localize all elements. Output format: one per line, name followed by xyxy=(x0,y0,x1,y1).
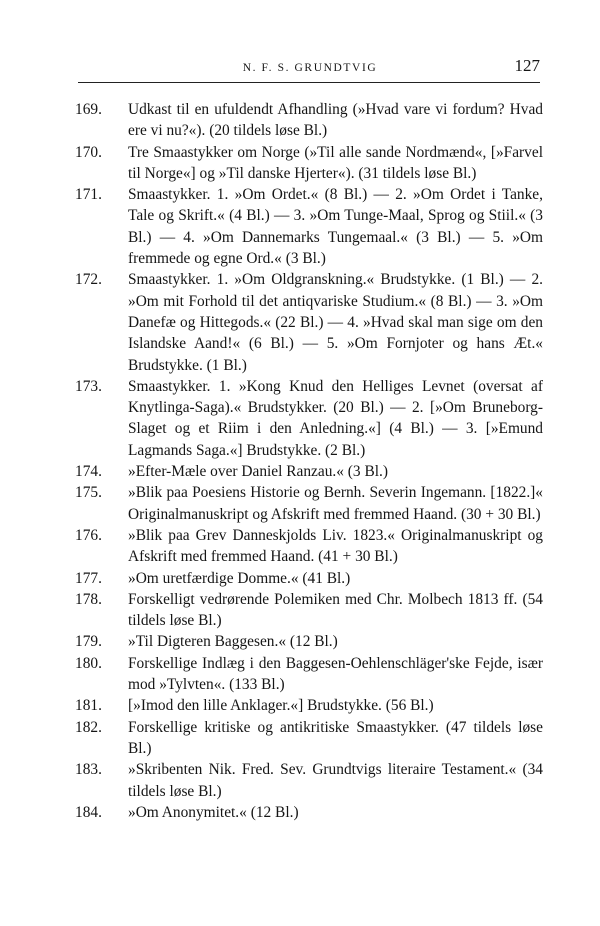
entry-number: 175. xyxy=(75,484,102,502)
catalog-entry xyxy=(75,802,543,823)
running-title: N. F. S. GRUNDTVIG xyxy=(242,62,378,74)
entry-number: 170. xyxy=(75,143,102,161)
entry-number: 172. xyxy=(75,271,102,289)
catalog-entry xyxy=(75,461,543,482)
catalog-entry xyxy=(75,589,543,632)
entry-text: Udkast til en ufuldendt Afhandling (»Hvad vare vi fordum? Hvad ere vi nu?«). (20 tildels løse Bl.) xyxy=(128,101,543,140)
catalog-entry xyxy=(75,759,543,802)
entry-number: 169. xyxy=(75,101,102,118)
entry-text: Forskellige Indlæg i den Baggesen-Oehlenschläger'ske Fejde, især mod »Tylvten«. (133 Bl.) xyxy=(128,654,543,694)
entry-number: 173. xyxy=(75,377,102,395)
entry-text: Smaastykker. 1. »Kong Knud den Helliges Levnet (oversat af Knytlinga-Saga).« Brudstykker. (20 Bl.) — 2. [»Om Bruneborg-Slaget og et Riim i den Anledning.«] (4 Bl.) — 3. [»Emund Lagmands Saga.«] Brudstykke. (2 Bl.) xyxy=(128,377,543,459)
catalog-entry xyxy=(75,631,543,652)
header-rule xyxy=(78,82,540,83)
entry-number: 184. xyxy=(75,803,102,821)
entry-number: 180. xyxy=(75,654,102,672)
catalog-entry xyxy=(75,717,543,760)
entry-text: »Blik paa Grev Danneskjolds Liv. 1823.« Originalmanuskript og Afskrift med fremmed Haand. (41 + 30 Bl.) xyxy=(128,526,543,566)
entry-text: Smaastykker. 1. »Om Ordet.« (8 Bl.) — 2. »Om Ordet i Tanke, Tale og Skrift.« (4 Bl.) — 3. »Om Tunge-Maal, Sprog og Stiil.« (3 Bl.) — 4. »Om Dannemarks Tungemaal.« (3 Bl.) — 5. »Om fremmede og egne Ord.« (3 Bl.) xyxy=(128,186,543,268)
entry-text: »Efter-Mæle over Daniel Ranzau.« (3 Bl.) xyxy=(128,463,388,481)
catalog-entry-list xyxy=(75,99,543,823)
catalog-entry xyxy=(75,695,543,716)
entry-number: 171. xyxy=(75,186,102,204)
catalog-entry xyxy=(75,269,543,375)
catalog-entry xyxy=(75,525,543,568)
entry-number: 183. xyxy=(75,761,102,779)
catalog-entry xyxy=(75,653,543,696)
entry-number: 174. xyxy=(75,463,102,481)
catalog-entry xyxy=(75,568,543,589)
entry-text: Smaastykker. 1. »Om Oldgranskning.« Brudstykke. (1 Bl.) — 2. »Om mit Forhold til det antiqvariske Studium.« (8 Bl.) — 3. »Om Danefæ og Hittegods.« (22 Bl.) — 4. »Hvad skal man sige om den Islandske Aand!« (6 Bl.) — 5. »Om Fornjoter og hans Æt.« Brudstykke. (1 Bl.) xyxy=(128,271,543,374)
entry-text: [»Imod den lille Anklager.«] Brudstykke. (56 Bl.) xyxy=(128,697,434,715)
entry-number: 177. xyxy=(75,569,102,587)
entry-number: 176. xyxy=(75,526,102,544)
entry-text: »Skribenten Nik. Fred. Sev. Grundtvigs literaire Testament.« (34 tildels løse Bl.) xyxy=(128,761,543,800)
catalog-entry xyxy=(75,99,543,142)
catalog-entry xyxy=(75,482,543,525)
entry-number: 178. xyxy=(75,590,102,608)
running-head xyxy=(80,58,540,82)
entry-text: Forskellige kritiske og antikritiske Smaastykker. (47 tildels løse Bl.) xyxy=(128,718,543,757)
entry-text: Forskelligt vedrørende Polemiken med Chr. Molbech 1813 ff. (54 tildels løse Bl.) xyxy=(128,590,543,630)
page-number: 127 xyxy=(514,56,540,75)
catalog-entry xyxy=(75,184,543,269)
entry-text: Tre Smaastykker om Norge (»Til alle sande Nordmænd«, [»Farvel til Norge«] og »Til danske Hjerter«). (31 tildels løse Bl.) xyxy=(128,143,543,182)
catalog-entry xyxy=(75,376,543,461)
catalog-entry xyxy=(75,142,543,185)
entry-text: »Om uretfærdige Domme.« (41 Bl.) xyxy=(128,569,351,587)
entry-number: 182. xyxy=(75,718,102,736)
entry-number: 179. xyxy=(75,633,102,651)
entry-text: »Om Anonymitet.« (12 Bl.) xyxy=(128,803,299,821)
entry-text: »Til Digteren Baggesen.« (12 Bl.) xyxy=(128,633,338,651)
entry-number: 181. xyxy=(75,697,102,715)
entry-text: »Blik paa Poesiens Historie og Bernh. Severin Ingemann. [1822.]« Originalmanuskript og Afskrift med fremmed Haand. (30 + 30 Bl.) xyxy=(128,484,543,523)
